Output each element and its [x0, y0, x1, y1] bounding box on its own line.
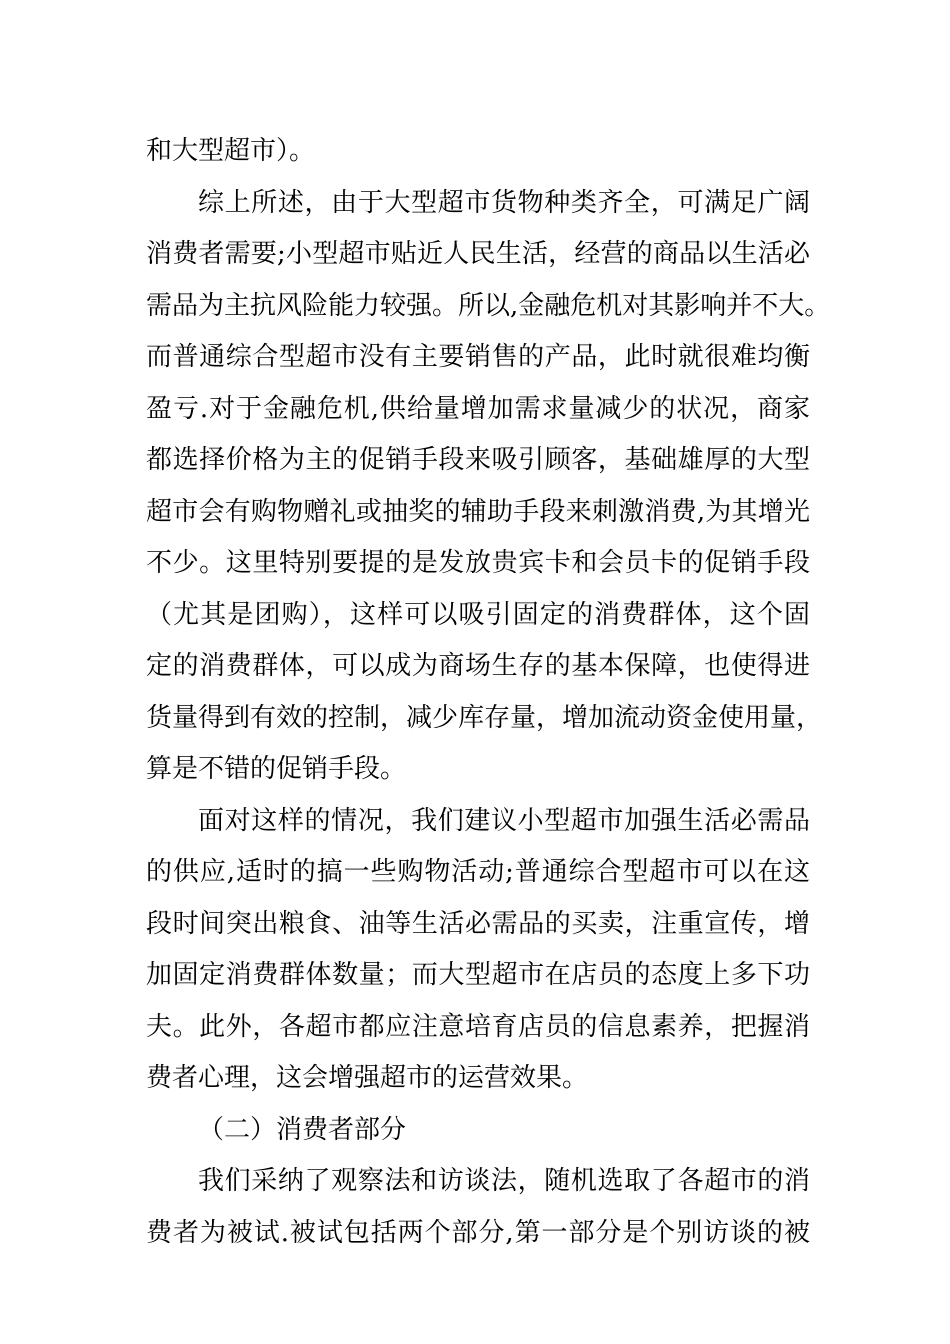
text-line: 夫。此外，各超市都应注意培育店员的信息素养，把握消 [146, 1011, 810, 1042]
text-line: （尤其是团购），这样可以吸引固定的消费群体，这个固 [146, 599, 810, 630]
text-line: （二）消费者部分 [198, 1114, 407, 1145]
text-line: 费者心理，这会增强超市的运营效果。 [146, 1063, 589, 1093]
body-text [146, 126, 831, 1259]
text-line: 和大型超市）。 [146, 136, 316, 166]
text-line: 费者为被试.被试包括两个部分,第一部分是个别访谈的被 [146, 1217, 810, 1248]
text-line: 面对这样的情况，我们建议小型超市加强生活必需品 [198, 805, 810, 836]
text-line: 我们采纳了观察法和访谈法，随机选取了各超市的消 [198, 1166, 810, 1196]
text-line: 不少。这里特别要提的是发放贵宾卡和会员卡的促销手段 [146, 548, 810, 578]
text-line: 段时间突出粮食、油等生活必需品的买卖，注重宣传，增 [146, 908, 810, 939]
text-line: 货量得到有效的控制，减少库存量，增加流动资金使用量， [146, 702, 823, 733]
text-line: 超市会有购物赠礼或抽奖的辅助手段来刺激消费,为其增光 [146, 496, 810, 527]
text-line: 盈亏.对于金融危机,供给量增加需求量减少的状况，商家 [146, 393, 810, 424]
text-line: 综上所述，由于大型超市货物种类齐全，可满足广阔 [198, 187, 810, 218]
text-line: 消费者需要;小型超市贴近人民生活，经营的商品以生活必 [146, 239, 810, 269]
text-line: 算是不错的促销手段。 [146, 754, 407, 784]
text-line: 加固定消费群体数量；而大型超市在店员的态度上多下功 [146, 960, 810, 990]
text-line: 的供应,适时的搞一些购物活动;普通综合型超市可以在这 [146, 857, 810, 887]
text-line: 定的消费群体，可以成为商场生存的基本保障，也使得进 [146, 651, 810, 681]
text-line: 需品为主抗风险能力较强。所以,金融危机对其影响并不大。 [146, 290, 831, 321]
text-line: 都选择价格为主的促销手段来吸引顾客，基础雄厚的大型 [146, 445, 810, 475]
text-line: 而普通综合型超市没有主要销售的产品，此时就很难均衡 [146, 342, 810, 372]
